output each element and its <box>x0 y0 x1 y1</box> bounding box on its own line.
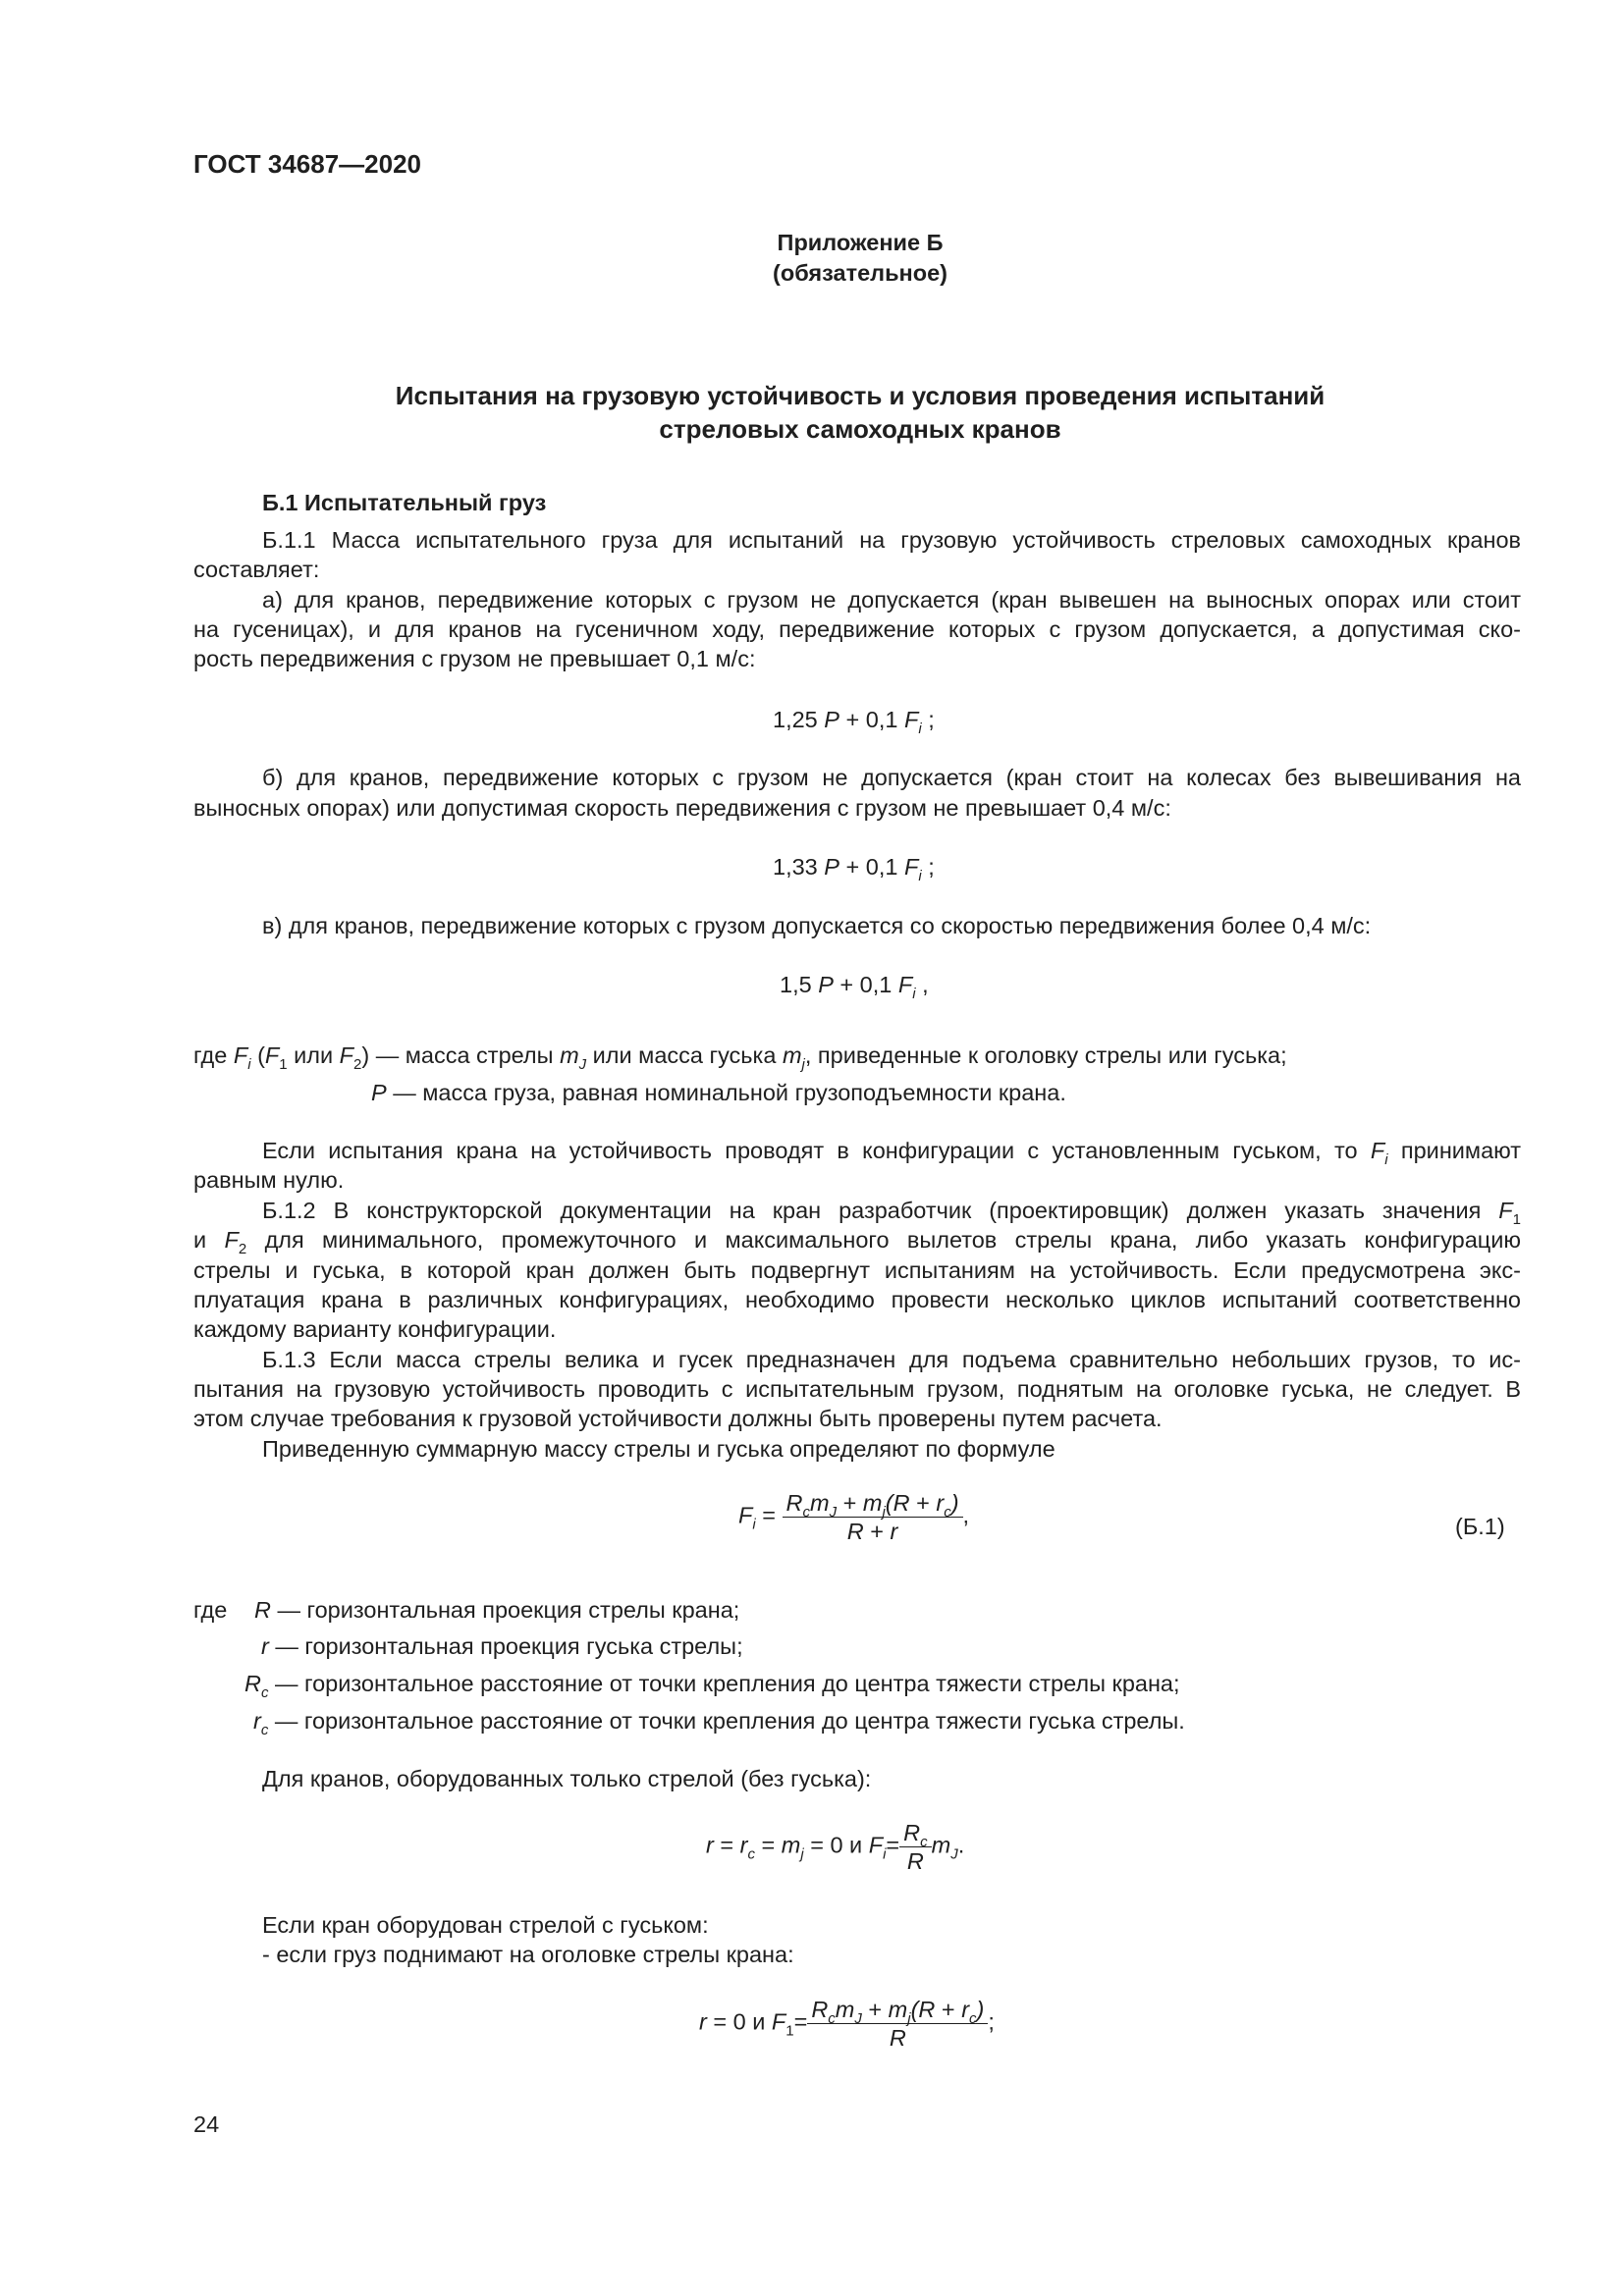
where-block-1: где $F_i$ ($F_1$ или $F_2$) — масса стрелы $m_J$ или масса гуська $m_j$, приведенные к оголовку стрелы или гуська; <box>193 1042 1287 1073</box>
formula-b1-number: (Б.1) <box>1455 1514 1505 1539</box>
item-a-line: рость передвижения с грузом не превышает 0,1 м/с: <box>193 646 756 671</box>
formula-jib: r = 0 и $F_1=$ $\frac{R_cm_J + m_j(R + r_c)}{R}$ ; <box>699 1997 995 2051</box>
formula-boom-fraction: $\frac{R_c}{R}$ <box>899 1819 931 1875</box>
paragraph-config-line: равным нулю. <box>193 1167 345 1193</box>
paragraph-b12-line: и $F_2$ для минимального, промежуточного и максимального вылетов стрелы крана, либо указать конфигурацию <box>193 1227 1522 1257</box>
paragraph-b13-line: этом случае требования к грузовой устойчивости должны быть проверены путем расчета. <box>193 1406 1163 1431</box>
paragraph-config-line: Если испытания крана на устойчивость проводят в конфигурации с установленным гуськом, то $F_i$ принимают <box>262 1138 1522 1168</box>
paragraph-jib-line: Если кран оборудован стрелой с гуськом: <box>262 1912 709 1938</box>
paragraph-b13-line: Приведенную суммарную массу стрелы и гуська определяют по формуле <box>262 1436 1056 1462</box>
formula-b1-fraction: $\frac{R_cm_J + m_j(R + r_c)}{R + r}$ <box>783 1489 963 1545</box>
formula-v: 1,5 P + 0,1 $F_i$ , <box>780 972 929 1002</box>
paragraph-b12-line: плуатация крана в различных конфигурациях, необходимо провести несколько циклов испытаний соответственно <box>193 1287 1521 1312</box>
paragraph-b12-line: Б.1.2 В конструкторской документации на кран разработчик (проектировщик) должен указать значения $F_1$ <box>262 1198 1521 1228</box>
section-heading: Б.1 Испытательный груз <box>262 490 547 515</box>
where-item: R — горизонтальная проекция стрелы крана; <box>254 1597 740 1623</box>
page-number: 24 <box>193 2111 220 2137</box>
item-b-line: б) для кранов, передвижение которых с грузом не допускается (кран стоит на колесах без вывешивания на <box>262 765 1521 790</box>
formula-b1: $F_i$ = $\frac{R_cm_J + m_j(R + r_c)}{R + r}$ , <box>738 1490 970 1544</box>
annex-status: (обязательное) <box>773 260 947 286</box>
annex-title: Приложение Б <box>777 230 944 255</box>
formula-b: 1,33 P + 0,1 $F_i$ ; <box>773 854 935 884</box>
item-v-line: в) для кранов, передвижение которых с грузом допускается со скоростью передвижения более 0,4 м/с: <box>262 913 1372 938</box>
paragraph-b13-line: Б.1.3 Если масса стрелы велика и гусек предназначен для подъема сравнительно небольших грузов, то ис- <box>262 1347 1521 1372</box>
document-title-line2: стреловых самоходных кранов <box>659 414 1061 444</box>
where-block-2-label: где <box>193 1597 228 1623</box>
item-a-line: на гусеницах), и для кранов на гусеничном ходу, передвижение которых с грузом допускается, а допустимая ско- <box>193 616 1521 642</box>
paragraph-b11-line: составляет: <box>193 557 320 582</box>
paragraph-b12-line: стрелы и гуська, в которой кран должен быть подвергнут испытаниям на устойчивость. Если предусмотрена экс- <box>193 1257 1521 1283</box>
paragraph-b11-line: Б.1.1 Масса испытательного груза для испытаний на грузовую устойчивость стреловых самоходных кранов <box>262 527 1521 553</box>
formula-boom-only: $r = r_c = m_j = 0$ и $F_i=$ $\frac{R_c}{R}$ $m_J$. <box>706 1820 965 1874</box>
paragraph-jib-line: - если груз поднимают на оголовке стрелы крана: <box>262 1942 794 1967</box>
formula-a: 1,25 P + 0,1 $F_i$ ; <box>773 707 935 737</box>
paragraph-b12-line: каждому варианту конфигурации. <box>193 1316 557 1342</box>
where-item: $r_c$ — горизонтальное расстояние от точки крепления до центра тяжести гуська стрелы. <box>253 1708 1185 1738</box>
formula-jib-fraction: $\frac{R_cm_J + m_j(R + r_c)}{R}$ <box>807 1996 988 2052</box>
paragraph-boom-only: Для кранов, оборудованных только стрелой (без гуська): <box>262 1766 872 1791</box>
item-b-line: выносных опорах) или допустимая скорость передвижения с грузом не превышает 0,4 м/с: <box>193 795 1171 821</box>
where-item: r — горизонтальная проекция гуська стрелы; <box>261 1633 743 1659</box>
paragraph-b13-line: пытания на грузовую устойчивость проводить с испытательным грузом, поднятым на оголовке гуська, не следует. В <box>193 1376 1521 1402</box>
where-block-1-p: P — масса груза, равная номинальной грузоподъемности крана. <box>371 1080 1066 1105</box>
document-title-line1: Испытания на грузовую устойчивость и условия проведения испытаний <box>395 381 1326 410</box>
where-item: $R_c$ — горизонтальное расстояние от точки крепления до центра тяжести стрелы крана; <box>244 1671 1180 1701</box>
item-a-line: а) для кранов, передвижение которых с грузом не допускается (кран вывешен на выносных опорах или стоит <box>262 587 1521 613</box>
standard-number: ГОСТ 34687—2020 <box>193 149 421 179</box>
